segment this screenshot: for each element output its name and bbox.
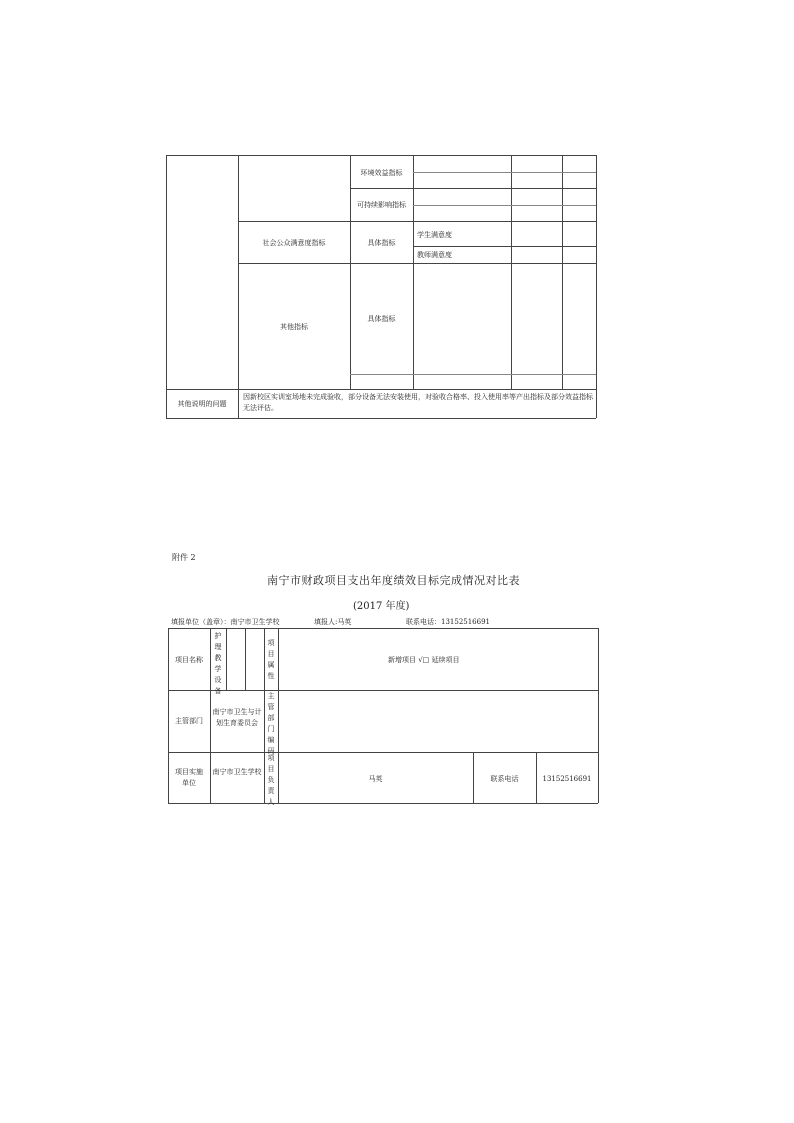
contact-phone: 联系电话：13152516691	[406, 618, 490, 626]
dept-value: 南宁市卫生与计划生育委员会	[212, 708, 262, 727]
dept-label: 主管部门	[175, 717, 203, 725]
specific-indicator-label: 具体指标	[367, 239, 396, 247]
filler-person: 填报人:马英	[314, 618, 352, 626]
env-indicator-label: 环境效益指标	[360, 169, 403, 177]
year-label: (2017 年度)	[353, 601, 410, 612]
project-attr-value: 新增项目 √□ 延续项目	[388, 656, 460, 664]
teacher-satisfaction-label: 教师满意度	[417, 251, 452, 259]
other-indicator-label: 其他指标	[280, 323, 308, 331]
filler-unit: 填报单位（盖章）：南宁市卫生学校	[171, 618, 280, 626]
attachment-label: 附件 2	[172, 553, 196, 562]
phone-value: 13152516691	[542, 775, 592, 783]
other-issues-text: 因新校区实训室场地未完成验收，部分设备无法安装使用，对验收合格率、投入使用率等产出指标及部分效益指标无法评估。	[243, 393, 593, 412]
impl-unit-label: 项目实施单位	[175, 768, 203, 787]
other-issues-label: 其他说明的问题	[177, 400, 227, 408]
project-name-label: 项目名称	[175, 656, 203, 664]
leader-label: 项目负责人	[267, 754, 275, 806]
impl-unit-value: 南宁市卫生学校	[212, 768, 262, 776]
page-title: 南宁市财政项目支出年度绩效目标完成情况对比表	[267, 574, 520, 587]
sustain-indicator-label: 可持续影响指标	[357, 201, 406, 209]
specific-indicator-label-2: 具体指标	[367, 315, 396, 323]
project-attr-label: 项目属性	[267, 639, 275, 680]
project-name-value: 护理教学设备	[214, 632, 222, 695]
leader-value: 马英	[368, 775, 383, 783]
phone-label: 联系电话	[490, 775, 519, 783]
social-indicator-label: 社会公众满意度指标	[262, 239, 326, 247]
student-satisfaction-label: 学生满意度	[417, 231, 452, 239]
dept-code-label: 主管部门编码	[267, 692, 275, 755]
